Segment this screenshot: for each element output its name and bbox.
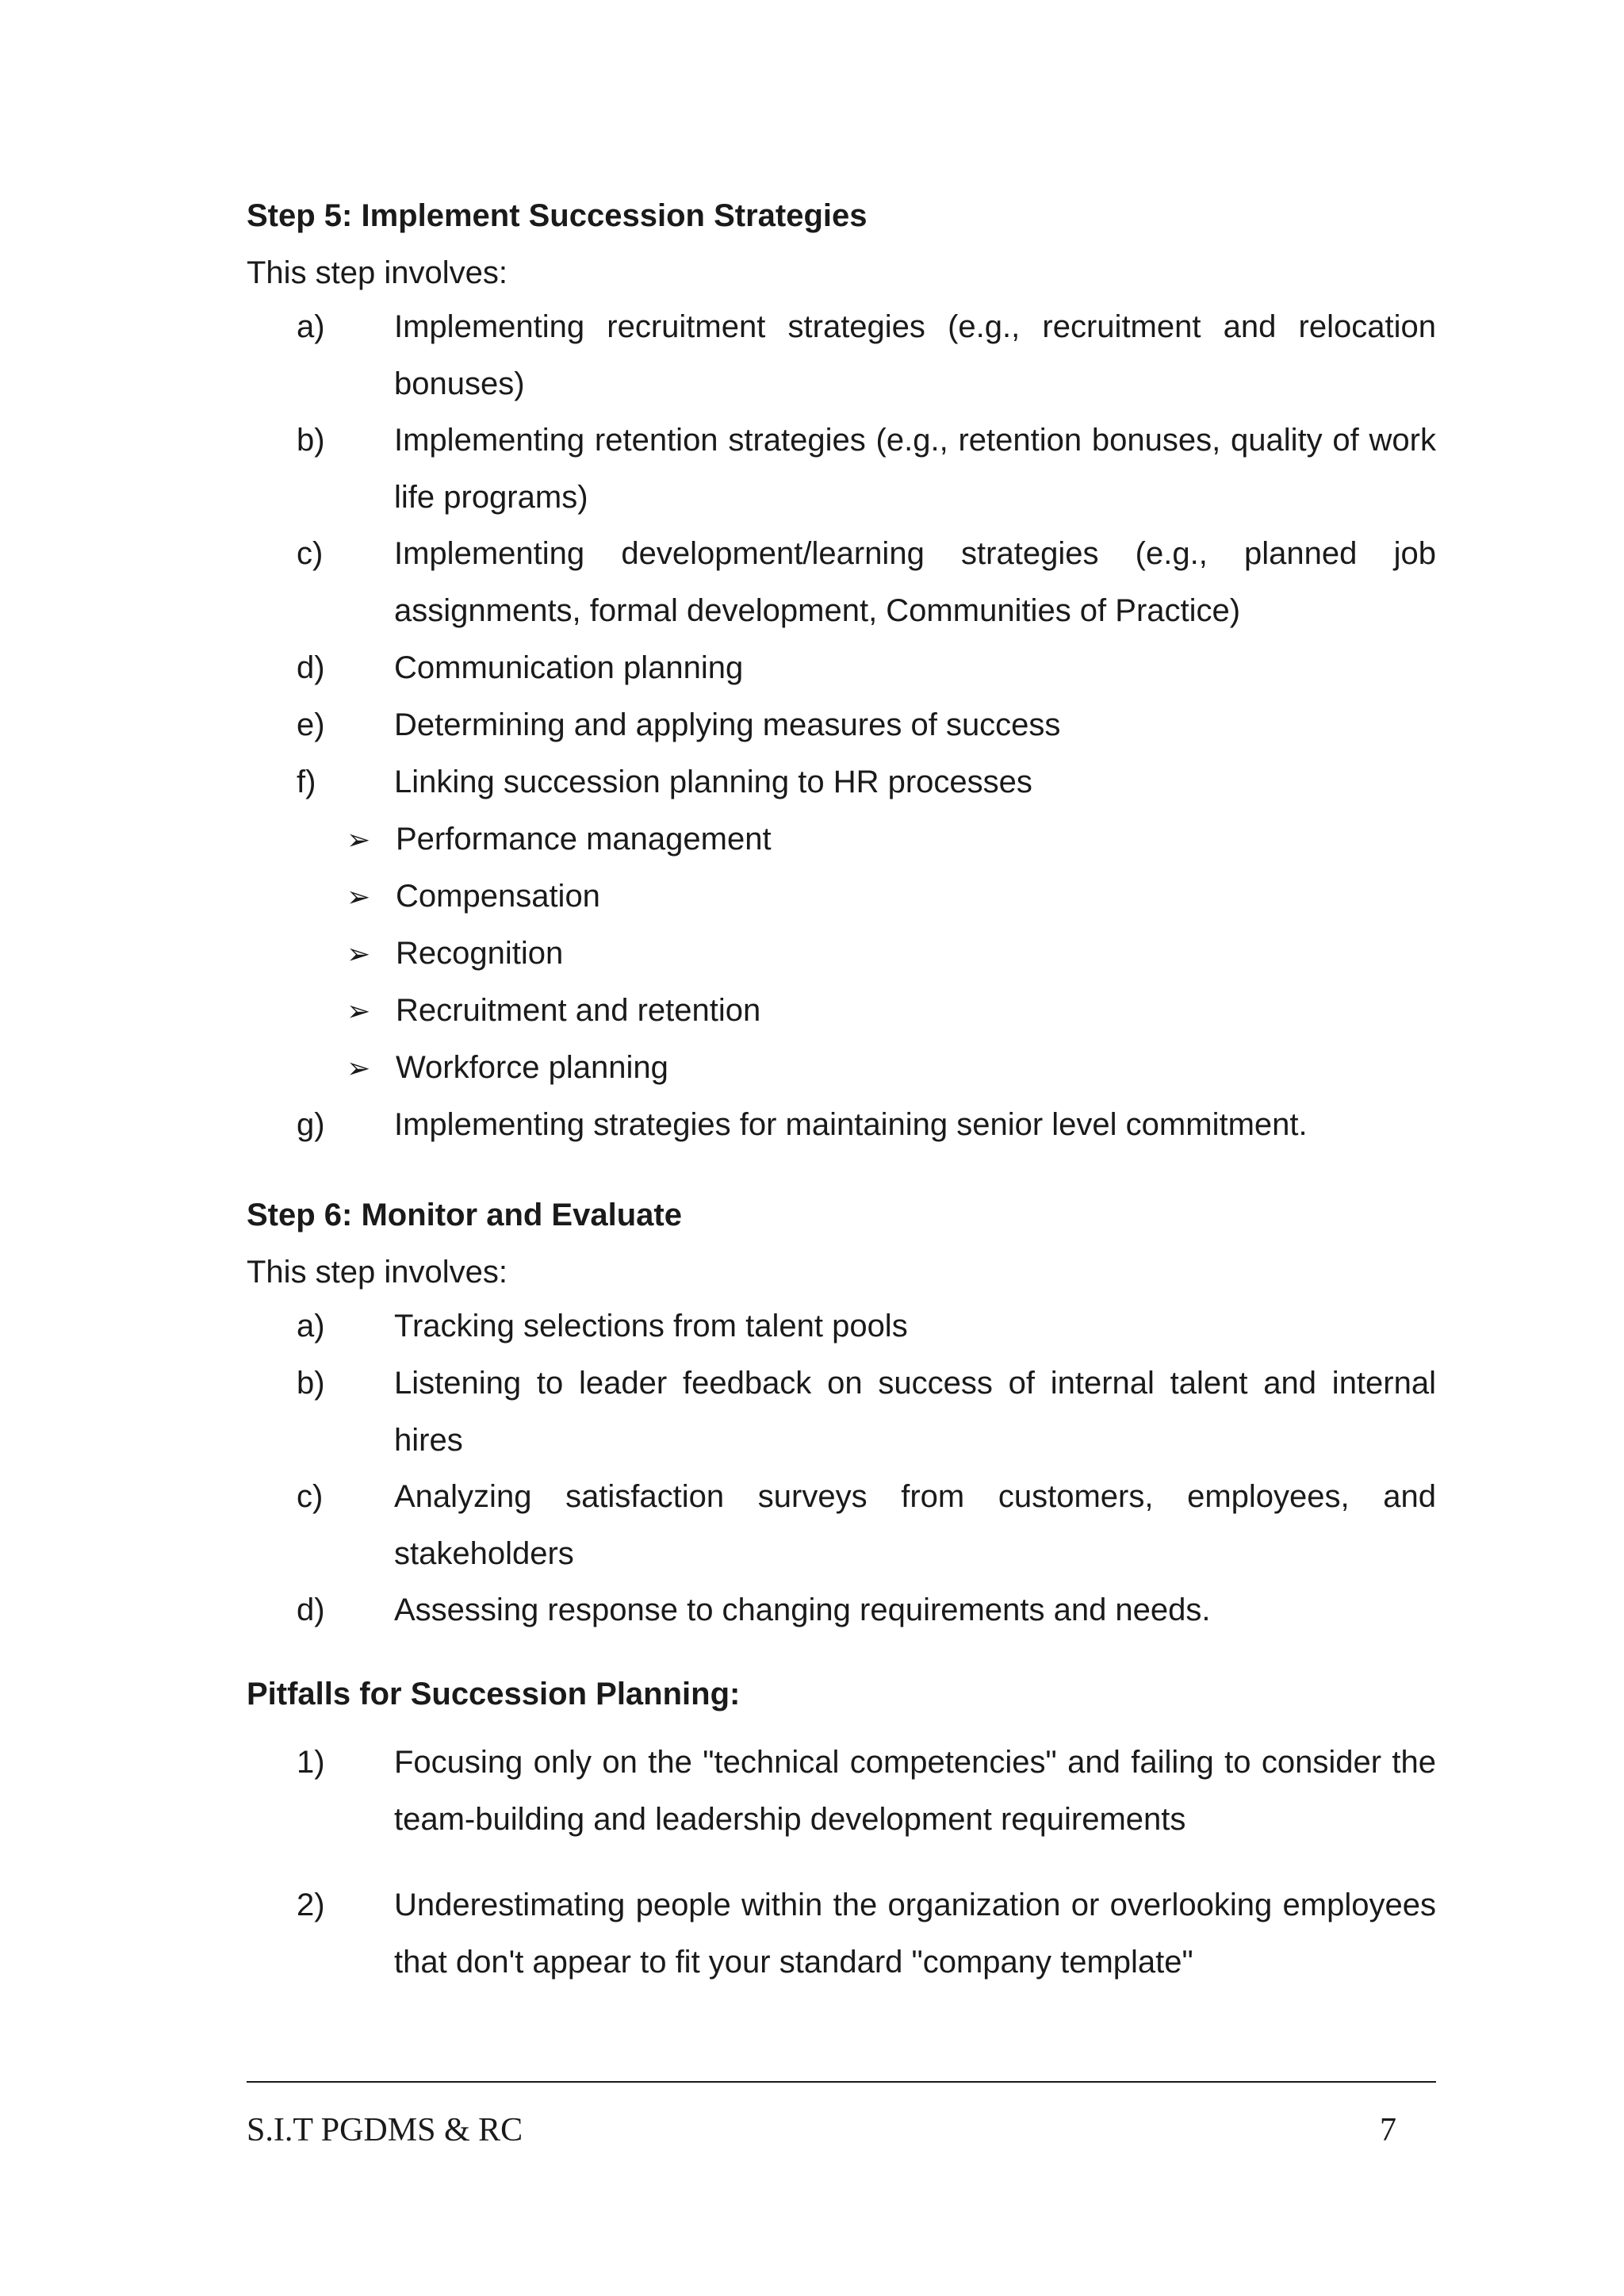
list-marker: b) — [297, 1366, 325, 1401]
list-item-text: Linking succession planning to HR processes — [394, 765, 1032, 799]
page-number: 7 — [1380, 2112, 1396, 2148]
list-marker: 1) — [297, 1745, 325, 1780]
list-item-text: Listening to leader feedback on success of internal talent and internal hires — [394, 1366, 1436, 1458]
pitfall-item-2 — [297, 1876, 1436, 1991]
list-marker: e) — [297, 707, 325, 742]
step6-heading: Step 6: Monitor and Evaluate — [247, 1198, 682, 1232]
list-item-text: Underestimating people within the organization or overlooking employees that don't appear to fit your standard "company template" — [394, 1888, 1436, 1980]
step5-item-f — [297, 753, 1436, 811]
arrow-bullet-icon: ➢ — [347, 1052, 371, 1084]
list-item-text: Tracking selections from talent pools — [394, 1309, 908, 1343]
list-item-text: Implementing retention strategies (e.g., retention bonuses, quality of work life programs) — [394, 423, 1436, 515]
list-marker: c) — [297, 1479, 324, 1514]
list-marker: c) — [297, 536, 324, 571]
footer-divider — [247, 2081, 1436, 2083]
list-item-text: Implementing development/learning strategies (e.g., planned job assignments, formal development, Communities of Practice) — [394, 536, 1436, 628]
list-item-text: Analyzing satisfaction surveys from customers, employees, and stakeholders — [394, 1479, 1436, 1571]
step5-intro: This step involves: — [247, 255, 508, 290]
sub-item-text: Workforce planning — [396, 1050, 668, 1085]
list-marker: d) — [297, 1593, 325, 1627]
list-item-text: Implementing recruitment strategies (e.g., recruitment and relocation bonuses) — [394, 309, 1436, 401]
arrow-bullet-icon: ➢ — [347, 880, 371, 913]
step5-item-a — [297, 298, 1436, 412]
arrow-bullet-icon: ➢ — [347, 937, 371, 970]
step6-item-b — [297, 1355, 1436, 1469]
sub-item-text: Compensation — [396, 879, 600, 914]
arrow-bullet-icon: ➢ — [347, 995, 371, 1027]
step6-intro: This step involves: — [247, 1255, 508, 1290]
step6-item-a — [297, 1297, 1436, 1355]
list-marker: b) — [297, 423, 325, 458]
list-marker: 2) — [297, 1888, 325, 1922]
sub-item-text: Recruitment and retention — [396, 993, 761, 1028]
arrow-bullet-icon: ➢ — [347, 823, 371, 856]
step6-item-d — [297, 1581, 1436, 1639]
sub-item-text: Recognition — [396, 936, 564, 971]
step5-item-b — [297, 412, 1436, 526]
list-item-text: Assessing response to changing requirements and needs. — [394, 1593, 1211, 1627]
list-item-text: Focusing only on the "technical competencies" and failing to consider the team-building and leadership development requirements — [394, 1745, 1436, 1837]
step5-heading: Step 5: Implement Succession Strategies — [247, 198, 868, 233]
sub-item-compensation — [347, 877, 600, 916]
pitfall-item-1 — [297, 1734, 1436, 1848]
list-item-text: Determining and applying measures of success — [394, 707, 1061, 742]
list-item-text: Communication planning — [394, 650, 744, 685]
pitfalls-heading: Pitfalls for Succession Planning: — [247, 1677, 741, 1711]
list-marker: a) — [297, 1309, 325, 1343]
list-marker: f) — [297, 765, 316, 799]
sub-item-workforce — [347, 1048, 668, 1087]
list-marker: g) — [297, 1107, 325, 1142]
sub-item-text: Performance management — [396, 822, 772, 857]
sub-item-recruitment — [347, 991, 760, 1030]
step6-item-c — [297, 1468, 1436, 1582]
step5-item-e — [297, 696, 1436, 753]
sub-item-recognition — [347, 934, 563, 973]
list-item-text: Implementing strategies for maintaining senior level commitment. — [394, 1107, 1308, 1142]
step5-item-c — [297, 525, 1436, 639]
sub-item-performance — [347, 820, 772, 859]
list-marker: a) — [297, 309, 325, 344]
step5-item-g — [297, 1096, 1436, 1153]
footer-institution: S.I.T PGDMS & RC — [247, 2112, 523, 2148]
list-marker: d) — [297, 650, 325, 685]
step5-item-d — [297, 639, 1436, 696]
